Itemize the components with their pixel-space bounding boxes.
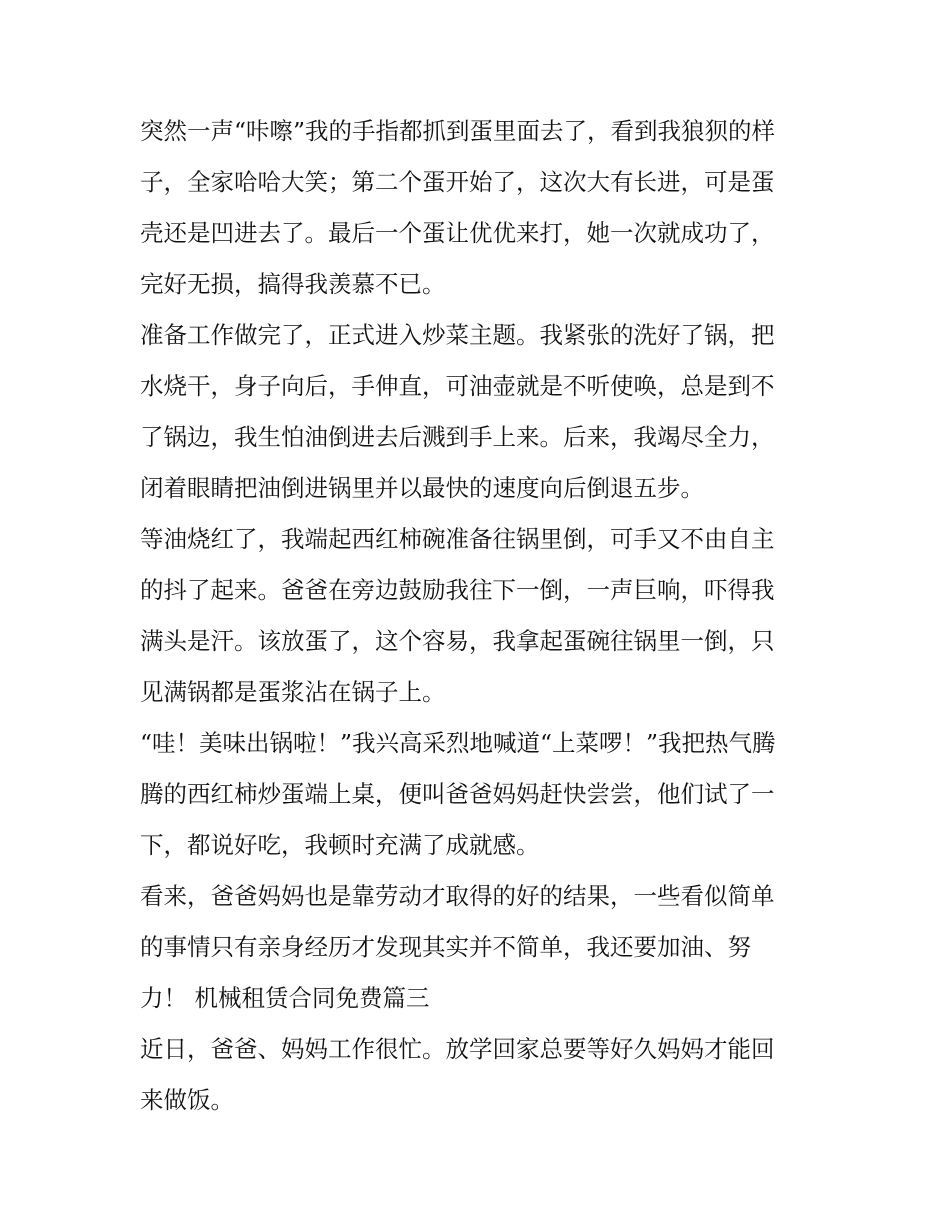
text-line: 近日，爸爸、妈妈工作很忙。放学回家总要等好久妈妈才能回 — [140, 1035, 775, 1063]
text-line: 壳还是凹进去了。最后一个蛋让优优来打，她一次就成功了， — [140, 219, 775, 247]
text-line: 子，全家哈哈大笑；第二个蛋开始了，这次大有长进，可是蛋 — [140, 168, 775, 196]
paragraph-6 — [140, 1024, 830, 1126]
text-line: “哇！美味出锅啦！”我兴高采烈地喊道“上菜啰！”我把热气腾 — [140, 729, 776, 757]
paragraph-5 — [140, 871, 830, 1024]
text-line: 力！ 机械租赁合同免费篇三 — [140, 984, 430, 1012]
text-line: 见满锅都是蛋浆沾在锅子上。 — [140, 678, 446, 706]
text-line: 水烧干，身子向后，手伸直，可油壶就是不听使唤，总是到不 — [140, 372, 775, 400]
text-line: 等油烧红了，我端起西红柿碗准备往锅里倒，可手又不由自主 — [140, 525, 775, 553]
paragraph-1 — [140, 106, 830, 310]
text-line: 来做饭。 — [140, 1086, 234, 1114]
text-line: 的抖了起来。爸爸在旁边鼓励我往下一倒，一声巨响，吓得我 — [140, 576, 775, 604]
text-line: 了锅边，我生怕油倒进去后溅到手上来。后来，我竭尽全力， — [140, 423, 775, 451]
text-line: 闭着眼睛把油倒进锅里并以最快的速度向后倒退五步。 — [140, 474, 704, 502]
paragraph-4 — [140, 718, 830, 871]
text-line: 准备工作做完了，正式进入炒菜主题。我紧张的洗好了锅，把 — [140, 321, 775, 349]
text-line: 突然一声“咔嚓”我的手指都抓到蛋里面去了，看到我狼狈的样 — [140, 117, 776, 145]
document-page — [140, 106, 830, 1126]
text-line: 腾的西红柿炒蛋端上桌，便叫爸爸妈妈赶快尝尝，他们试了一 — [140, 780, 775, 808]
text-line: 完好无损，搞得我羡慕不已。 — [140, 270, 446, 298]
text-line: 下，都说好吃，我顿时充满了成就感。 — [140, 831, 540, 859]
text-line: 的事情只有亲身经历才发现其实并不简单，我还要加油、努 — [140, 933, 751, 961]
paragraph-3 — [140, 514, 830, 718]
text-line: 满头是汗。该放蛋了，这个容易，我拿起蛋碗往锅里一倒，只 — [140, 627, 775, 655]
paragraph-2 — [140, 310, 830, 514]
text-line: 看来，爸爸妈妈也是靠劳动才取得的好的结果，一些看似简单 — [140, 882, 775, 910]
